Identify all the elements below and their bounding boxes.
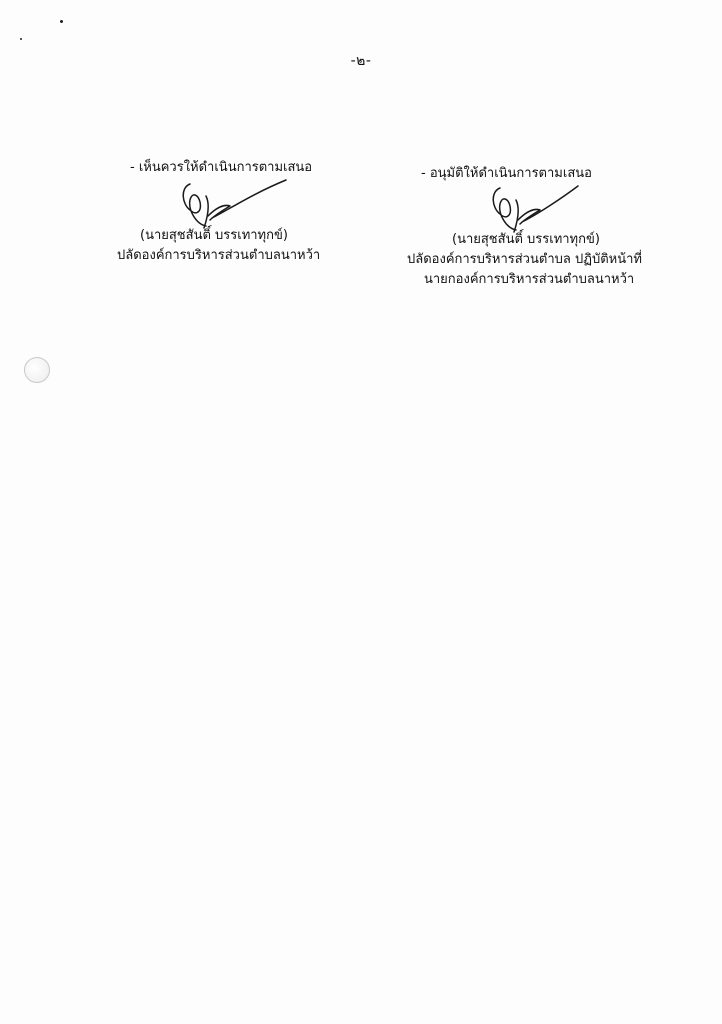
left-signer-name: (นายสุชสันติ์ บรรเทาทุกข์) <box>140 228 288 243</box>
right-signer-position-line1: ปลัดองค์การบริหารส่วนตำบล ปฏิบัติหน้าที่ <box>407 252 642 267</box>
left-signer-position: ปลัดองค์การบริหารส่วนตำบลนาหว้า <box>117 248 321 263</box>
punch-hole-mark <box>24 357 50 383</box>
right-signature-block <box>0 0 722 300</box>
page-number: -๒- <box>350 53 372 69</box>
right-signer-position-line2: นายกองค์การบริหารส่วนตำบลนาหว้า <box>424 272 635 287</box>
right-decision-text: - อนุมัติให้ดำเนินการตามเสนอ <box>421 166 592 181</box>
right-signer-name: (นายสุชสันติ์ บรรเทาทุกข์) <box>452 232 600 247</box>
left-opinion-text: - เห็นควรให้ดำเนินการตามเสนอ <box>130 160 313 175</box>
